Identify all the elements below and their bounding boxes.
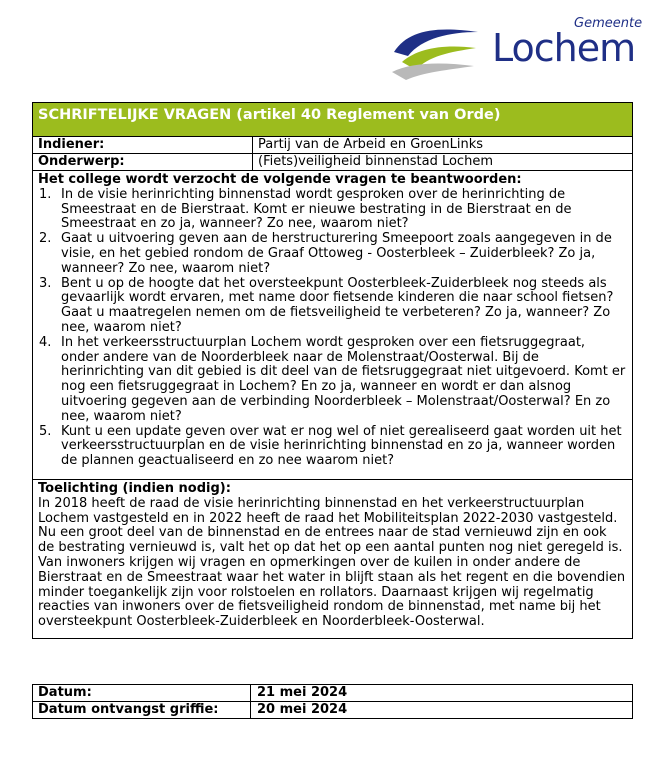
toelichting-heading: Toelichting (indien nodig): [38,480,231,496]
date-value: 21 mei 2024 [257,685,348,700]
received-date-row [33,701,632,718]
question-item [38,188,626,232]
question-number: 3. [39,275,52,291]
question-text: Bent u op de hoogte dat het oversteekpunt Oosterbleek-Zuiderbleek nog steeds als gevaarlijk wordt ervaren, met name door fietsende kinderen die naar school fietsen? Gaat u maatregelen nemen om de fietsveiligheid te verbeteren? Zo ja, wanneer? Zo nee, waarom niet? [61,275,614,335]
question-text: In het verkeersstructuurplan Lochem wordt gesproken over een fietsruggegraat, onder andere van de Noorderbleek naar de Molenstraat/Oosterwal. Bij de herinrichting van dit gebied is dit deel van de fietsruggegraat niet uitgevoerd. Komt er nog een fietsruggegraat in Lochem? En zo ja, wanneer en wordt er dan alsnog uitvoering gegeven aan de verbinding Noorderbleek – Molenstraat/Oosterwal? En zo nee, waarom niet? [61,334,626,424]
gemeente-lochem-logo [388,16,643,76]
meta-label: Indiener: [33,137,253,153]
question-item [38,277,626,336]
meta-value: Partij van de Arbeid en GroenLinks [258,137,484,152]
meta-row-onderwerp [33,154,632,171]
question-text: Gaat u uitvoering geven aan de herstructurering Smeepoort zoals aangegeven in de visie, en het gebied rondom de Graaf Ottoweg - Oosterbleek – Zuiderbleek? Zo ja, wanneer? Zo nee, waarom niet? [61,231,612,276]
question-text: In de visie herinrichting binnenstad wordt gesproken over de herinrichting de Smeestraat en de Bierstraat. Komt er nieuwe bestrating in de Bierstraat en de Smeestraat en zo ja, wanneer? Zo nee, waarom niet? [61,186,572,232]
question-number: 4. [39,334,52,350]
lochem-logo-mark-icon [388,22,484,80]
logo-title: Lochem [492,26,636,70]
question-number: 1. [39,186,52,202]
questions-heading: Het college wordt verzocht de volgende vragen te beantwoorden: [38,172,522,187]
received-date-label: Datum ontvangst griffie: [33,702,251,718]
question-item [38,336,626,425]
question-text: Kunt u een update geven over wat er nog wel of niet gerealiseerd gaat worden uit het verkeersstructuurplan en de visie herinrichting binnenstad en zo ja, wanneer worden de plannen geactualiseerd en zo nee waarom niet? [61,423,622,469]
meta-label: Onderwerp: [33,154,253,170]
toelichting-section [33,480,632,638]
dates-table [32,684,633,719]
questions-form [32,102,633,639]
question-item [38,425,626,469]
meta-value: (Fiets)veiligheid binnenstad Lochem [258,154,493,169]
question-number: 2. [39,231,52,247]
questions-section [33,171,632,480]
form-banner: SCHRIFTELIJKE VRAGEN (artikel 40 Reglement van Orde) [33,103,632,137]
logo-subtitle: Gemeente [574,16,643,31]
question-number: 5. [39,423,52,439]
meta-row-indiener [33,137,632,154]
question-item [38,232,626,276]
questions-list [38,188,626,469]
date-row [33,685,632,701]
received-date-value: 20 mei 2024 [257,702,348,717]
toelichting-body: In 2018 heeft de raad de visie herinrichting binnenstad en het verkeerstructuurplan Lochem vastgesteld en in 2022 heeft de raad het Mobiliteitsplan 2022-2030 vastgesteld. Nu een groot deel van de binnenstad en de entrees naar de stad vernieuwd zijn en ook de bestrating vernieuwd is, valt het op dat het op een aantal punten nog niet geregeld is. Van inwoners krijgen wij vragen en opmerkingen over de kuilen in onder andere de Bierstraat en de Smeestraat waar het water in blijft staan als het regent en die bovendien minder toegankelijk zijn voor rolstoelen en rollators. Daarnaast krijgen wij regelmatig reacties van inwoners over de fietsveiligheid rondom de binnenstad, met name bij het oversteekpunt Oosterbleek-Zuiderbleek en Noorderbleek-Oosterwal. [38,495,626,630]
date-label: Datum: [33,685,251,701]
